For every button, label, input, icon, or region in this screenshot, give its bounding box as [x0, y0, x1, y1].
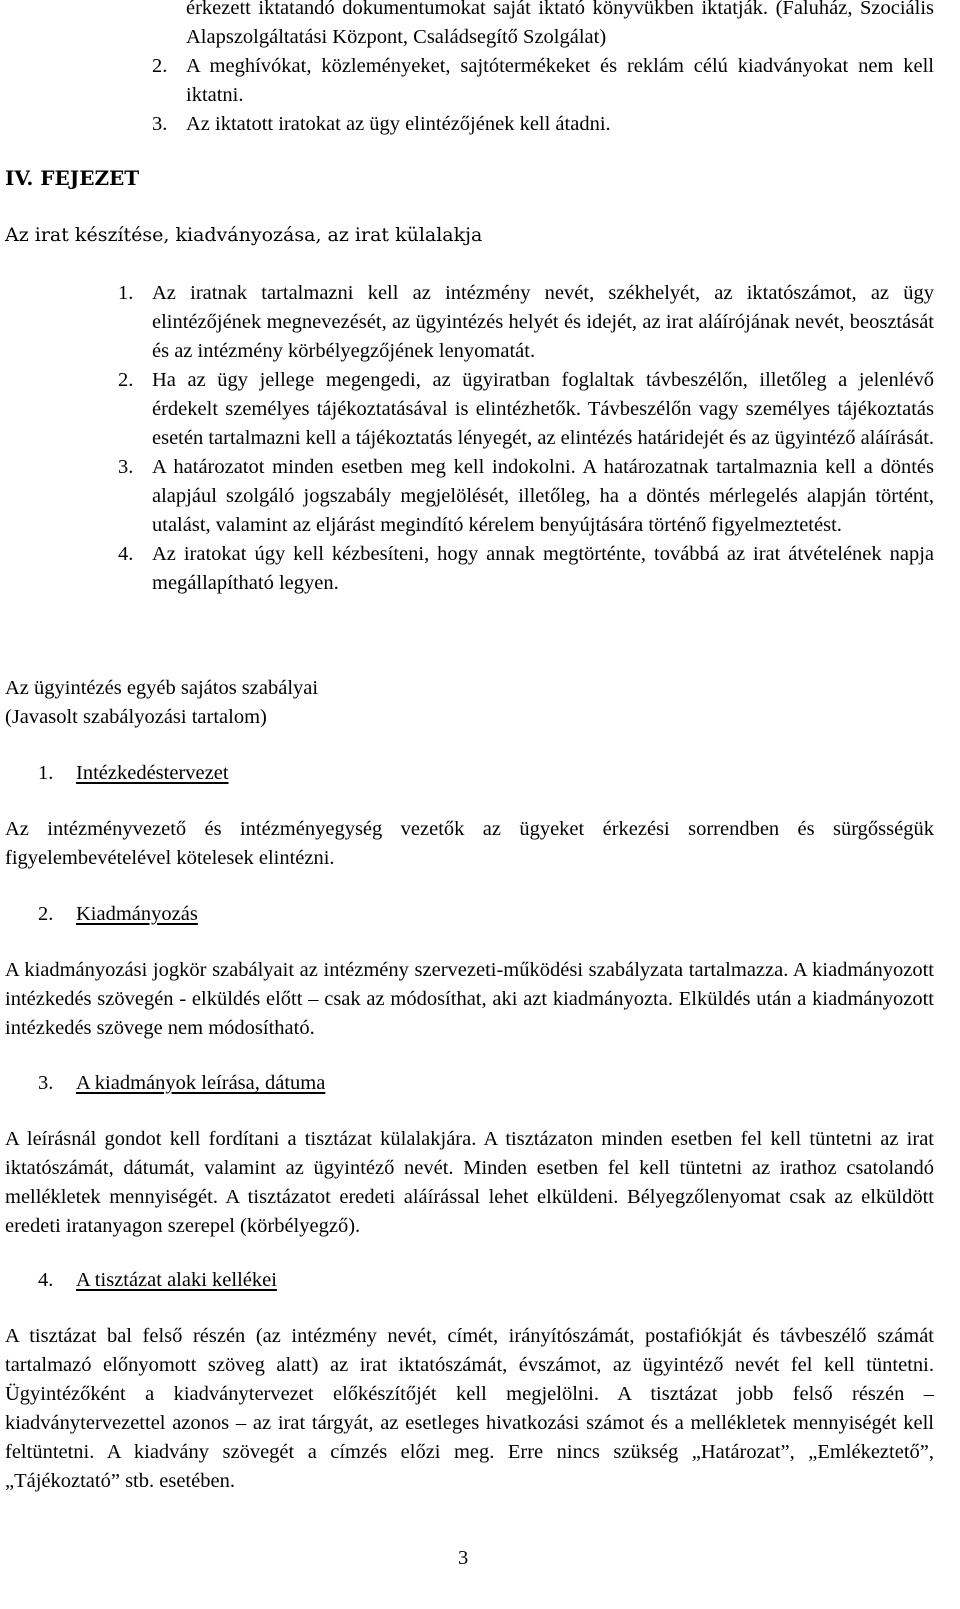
section-number: 4.: [38, 1269, 54, 1291]
continuation-text: érkezett iktatandó dokumentumokat saját iktató könyvükben iktatják. (Faluház, Szociális Alapszolgáltatási Központ, Családsegítő Szolgálat): [186, 0, 934, 48]
list-item-number: 2.: [118, 369, 134, 391]
list-item-text: Az iktatott iratokat az ügy elintézőjének kell átadni.: [186, 113, 611, 135]
section-heading: [38, 759, 229, 788]
rules-title-line: Az ügyintézés egyéb sajátos szabályai: [5, 677, 319, 699]
list-item-text: Az iratokat úgy kell kézbesíteni, hogy annak megtörténte, továbbá az irat átvételének napja megállapítható legyen.: [152, 543, 934, 594]
list-item-text: Az iratnak tartalmazni kell az intézmény nevét, székhelyét, az iktatószámot, az ügy elintézőjének megnevezését, az ügyintézés helyét és idejét, az irat aláírójának nevét, beosztását és az intézmény körbélyegzőjének lenyomatát.: [152, 282, 934, 362]
section-title: A kiadmányok leírása, dátuma: [76, 1072, 326, 1094]
list-item-text: Ha az ügy jellege megengedi, az ügyiratban foglaltak távbeszélőn, illetőleg a jelenlévő érdekelt személyes tájékoztatásával is elintézhetők. Távbeszélőn vagy személyes tájékoztatás esetén tartalmazni kell a tájékoztatás lényegét, az elintézés határidejét és az ügyintéző aláírását.: [152, 369, 935, 449]
section-text: A tisztázat bal felső részén (az intézmény nevét, címét, irányítószámát, postafiókját és távbeszélő számát tartalmazó előnyomott szöveg alatt) az irat iktatószámát, évszámot, az ügyintéző nevét fel kell tüntetni. Ügyintézőként a kiadványtervezet előkészítőjét kell megjelölni. A tisztázat jobb felső részén – kiadványtervezettel azonos – az irat tárgyát, az esetleges hivatkozási számot és a mellékletek mennyiségét kell feltüntetni. A kiadvány szövegét a címzés előzi meg. Erre nincs szükség „Határozat”, „Emlékeztető”, „Tájékoztató” stb. esetében.: [5, 1325, 934, 1492]
section-paragraph: [5, 956, 934, 1043]
section-heading: [38, 900, 198, 929]
list-item-number: 4.: [118, 543, 134, 565]
list-item: [118, 453, 934, 540]
section-paragraph: [5, 1125, 934, 1241]
list-item: [118, 540, 934, 598]
list-item: [118, 279, 934, 366]
page-number: 3: [458, 1547, 469, 1569]
chapter-list: [118, 279, 934, 598]
section-number: 3.: [38, 1072, 54, 1094]
section-text: A kiadmányozási jogkör szabályait az intézmény szervezeti-működési szabályzata tartalmazza. A kiadmányozott intézkedés szövegén - elküldés előtt – csak az módosíthat, aki azt kiadmányozta. Elküldés után a kiadmányozott intézkedés szövege nem módosítható.: [5, 959, 934, 1039]
section-heading: [38, 1069, 325, 1098]
section-heading: [38, 1266, 277, 1295]
section-title: Kiadmányozás: [76, 903, 198, 925]
list-item-number: 3.: [152, 113, 168, 135]
section-title: Intézkedéstervezet: [76, 762, 229, 784]
section-paragraph: [5, 815, 934, 873]
continuation-paragraph: [186, 0, 934, 52]
rules-subtitle-line: (Javasolt szabályozási tartalom): [5, 706, 267, 728]
section-text: Az intézményvezető és intézményegység vezetők az ügyeket érkezési sorrendben és sürgősségük figyelembevételével kötelesek elintézni.: [5, 818, 934, 869]
list-item: [152, 52, 934, 110]
list-item-number: 1.: [118, 282, 134, 304]
chapter-heading: IV. FEJEZET: [5, 166, 140, 190]
list-item-number: 2.: [152, 55, 168, 77]
list-item: [118, 366, 934, 453]
list-item: [152, 110, 934, 139]
list-item-text: A meghívókat, közleményeket, sajtótermékeket és reklám célú kiadványokat nem kell iktatni.: [186, 55, 934, 106]
section-number: 1.: [38, 762, 54, 784]
section-title: A tisztázat alaki kellékei: [76, 1269, 277, 1291]
section-number: 2.: [38, 903, 54, 925]
chapter-subtitle: Az irat készítése, kiadványozása, az irat külalakja: [5, 224, 483, 246]
section-paragraph: [5, 1322, 934, 1496]
top-list: [152, 52, 934, 139]
rules-title: [5, 674, 318, 732]
list-item-number: 3.: [118, 456, 134, 478]
list-item-text: A határozatot minden esetben meg kell indokolni. A határozatnak tartalmaznia kell a döntés alapjául szolgáló jogszabály megjelölését, illetőleg, ha a döntés mérlegelés alapján történt, utalást, valamint az eljárást megindító kérelem benyújtására történő figyelmeztetést.: [152, 456, 934, 536]
section-text: A leírásnál gondot kell fordítani a tisztázat külalakjára. A tisztázaton minden esetben fel kell tüntetni az irat iktatószámát, dátumát, valamint az ügyintéző nevét. Minden esetben fel kell tüntetni az irathoz csatolandó mellékletek mennyiségét. A tisztázatot eredeti aláírással lehet elküldeni. Bélyegzőlenyomat csak az elküldött eredeti iratanyagon szerepel (körbélyegző).: [5, 1128, 934, 1237]
